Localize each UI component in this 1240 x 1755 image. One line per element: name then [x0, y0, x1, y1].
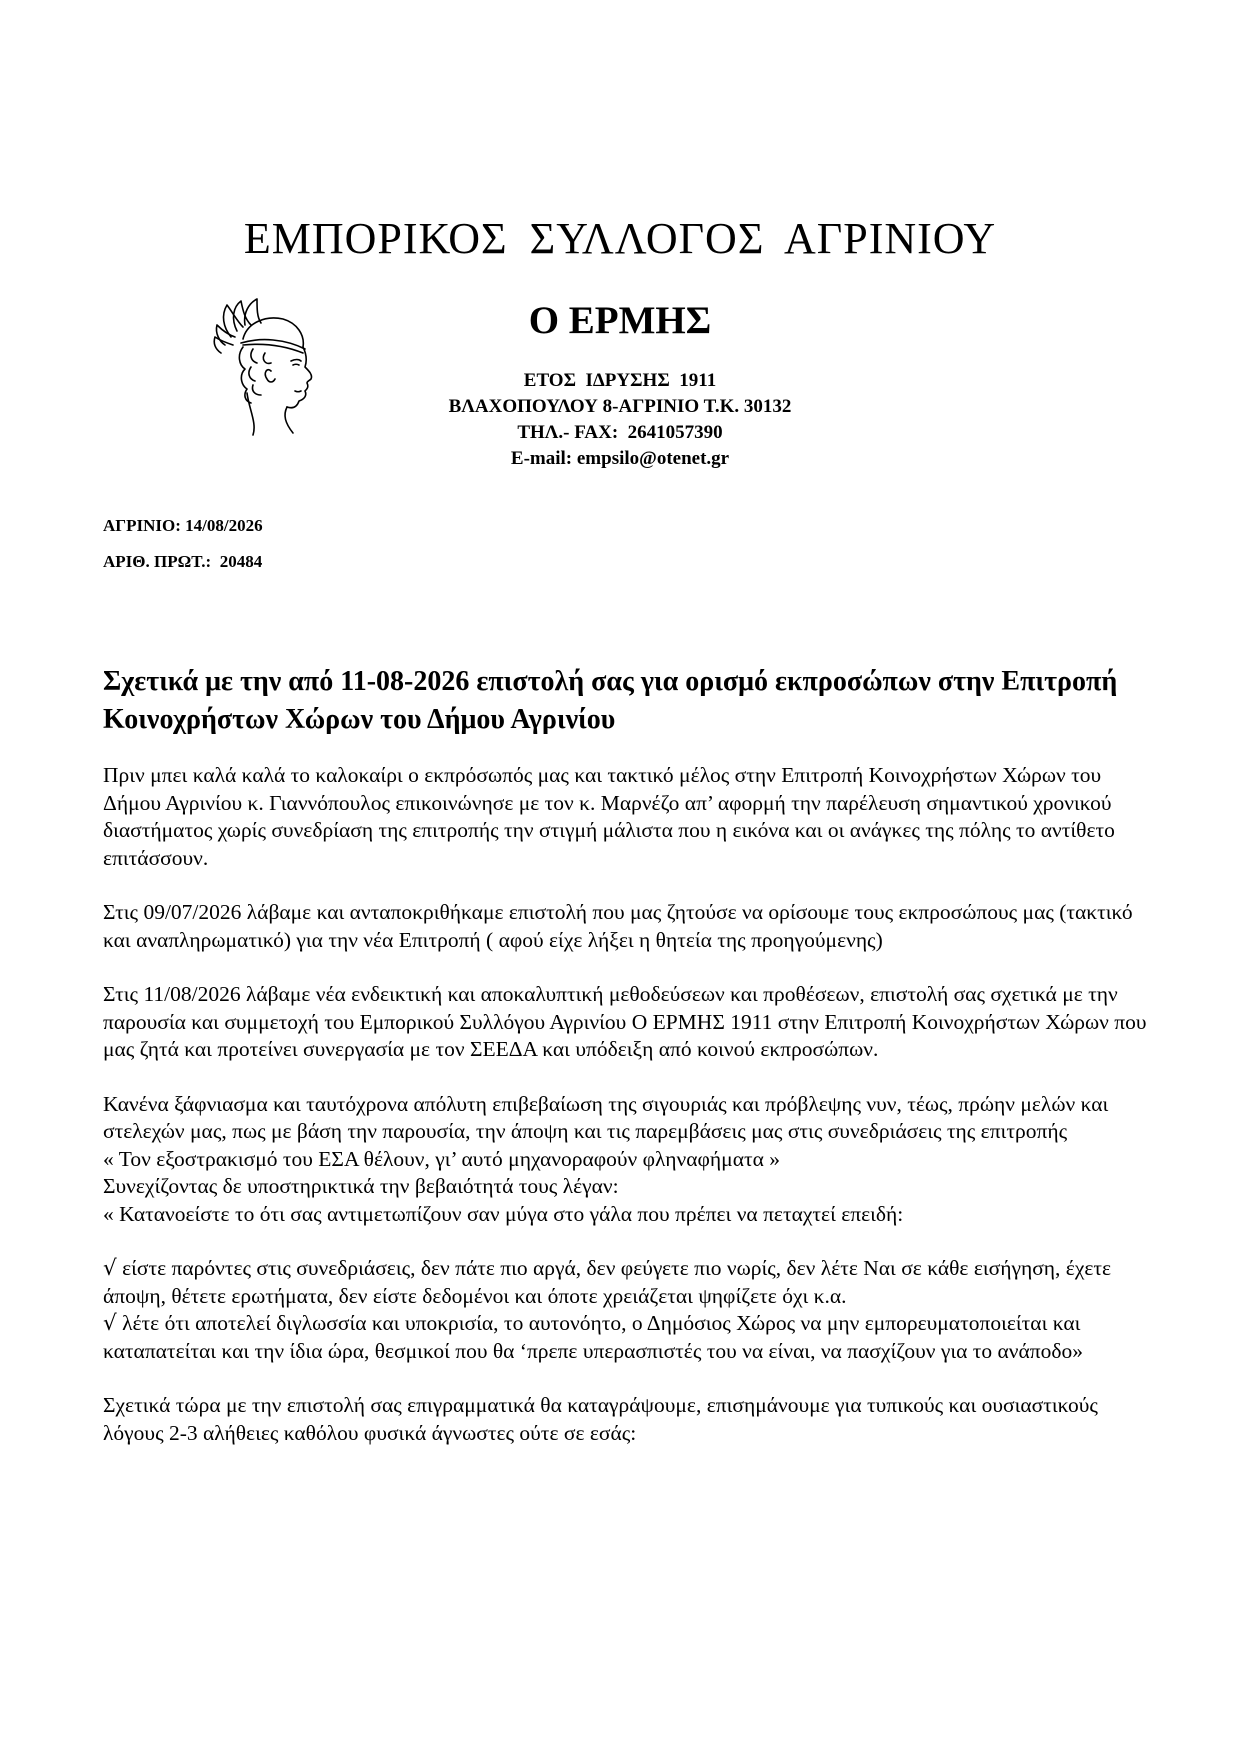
point-2-text: λέτε ότι αποτελεί διγλωσσία και υποκρισία, το αυτονόητο, ο Δημόσιος Χώρος να μην εμπορευματοποιείται και καταπατείται και την ίδια ώρα, θεσμικοί που θα ‘πρεπε υπερασπιστές του να είναι, να πασχίζουν για το ανάποδο»	[103, 1311, 1083, 1363]
protocol-number: ΑΡΙΘ. ΠΡΩΤ.: 20484	[103, 552, 263, 571]
paragraph-4-continuation: Συνεχίζοντας δε υποστηρικτικά την βεβαιότητά τους λέγαν:	[103, 1174, 619, 1198]
check-mark-icon: √	[103, 1256, 117, 1281]
letter-date: ΑΓΡΙΝΙΟ: 14/08/2026	[103, 516, 263, 535]
organization-subname: Ο ΕΡΜΗΣ	[528, 299, 712, 342]
point-1	[103, 1255, 1148, 1310]
paragraph-4-text: Κανένα ξάφνιασμα και ταυτόχρονα απόλυτη επιβεβαίωση της σιγουριάς και πρόβλεψης νυν, τέως, πρώην μελών και στελεχών μας, πως με βάση την παρουσία, την άποψη και τις παρεμβάσεις μας στις συνεδριάσεις της επιτροπής	[103, 1091, 1109, 1143]
paragraph-4	[103, 1091, 1148, 1229]
paragraph-3: Στις 11/08/2026 λάβαμε νέα ενδεικτική και αποκαλυπτική μεθοδεύσεων και προθέσεων, επιστολή σας σχετικά με την παρουσία και συμμετοχή του Εμπορικού Συλλόγου Αγρινίου Ο ΕΡΜΗΣ 1911 στην Επιτροπή Κοινοχρήστων Χώρων που μας ζητά και προτείνει συνεργασία με τον ΣΕΕΔΑ και υπόδειξη από κοινού εκπροσώπων.	[103, 982, 1147, 1061]
paragraph-2: Στις 09/07/2026 λάβαμε και ανταποκριθήκαμε επιστολή που μας ζητούσε να ορίσουμε τους εκπροσώπους μας (τακτικό και αναπληρωματικό) για την νέα Επιτροπή ( αφού είχε λήξει η θητεία της προηγούμενης)	[103, 900, 1133, 952]
point-2	[103, 1310, 1148, 1365]
quote-2: « Κατανοείστε το ότι σας αντιμετωπίζουν σαν μύγα στο γάλα που πρέπει να πεταχτεί επειδή:	[103, 1201, 904, 1226]
letter-subject: Σχετικά με την από 11-08-2026 επιστολή σας για ορισμό εκπροσώπων στην Επιτροπή Κοινοχρήστων Χώρων του Δήμου Αγρινίου	[103, 666, 1118, 735]
paragraph-1: Πριν μπει καλά καλά το καλοκαίρι ο εκπρόσωπός μας και τακτικό μέλος στην Επιτροπή Κοινοχρήστων Χώρων του Δήμου Αγρινίου κ. Γιαννόπουλος επικοινώνησε με τον κ. Μαρνέζο απ’ αφορμή την παρέλευση σημαντικού χρονικού διαστήματος χωρίς συνεδρίαση της επιτροπής την στιγμή μάλιστα που η εικόνα και οι ανάγκες της πόλης το αντίθετο επιτάσσουν.	[103, 763, 1115, 870]
check-mark-icon: √	[103, 1311, 117, 1336]
letter-meta	[103, 508, 263, 580]
founded-year: ΕΤΟΣ ΙΔΡΥΣΗΣ 1911	[523, 370, 717, 391]
paragraph-5: Σχετικά τώρα με την επιστολή σας επιγραμματικά θα καταγράψουμε, επισημάνουμε για τυπικούς και ουσιαστικούς λόγους 2-3 αλήθειες καθόλου φυσικά άγνωστες ούτε σε εσάς:	[103, 1393, 1098, 1445]
point-1-text: είστε παρόντες στις συνεδριάσεις, δεν πάτε πιο αργά, δεν φεύγετε πιο νωρίς, δεν λέτε Ναι σε κάθε εισήγηση, έχετε άποψη, θέτετε ερωτήματα, δεν είστε δεδομένοι και όποτε χρειάζεται ψηφίζετε όχι κ.α.	[103, 1256, 1112, 1308]
phone-fax: ΤΗΛ.- FAX: 2641057390	[517, 422, 723, 443]
address: ΒΛΑΧΟΠΟΥΛΟΥ 8-ΑΓΡΙΝΙΟ Τ.Κ. 30132	[448, 396, 792, 417]
points-list	[103, 1255, 1148, 1365]
email: E-mail: empsilo@otenet.gr	[510, 448, 730, 469]
letter-body	[103, 762, 1148, 1474]
contact-block	[0, 368, 1240, 472]
organization-name: ΕΜΠΟΡΙΚΟΣ ΣΥΛΛΟΓΟΣ ΑΓΡΙΝΙΟΥ	[243, 214, 997, 263]
quote-1: « Τον εξοστρακισμό του ΕΣΑ θέλουν, γι’ αυτό μηχανοραφούν φληναφήματα »	[103, 1146, 780, 1171]
